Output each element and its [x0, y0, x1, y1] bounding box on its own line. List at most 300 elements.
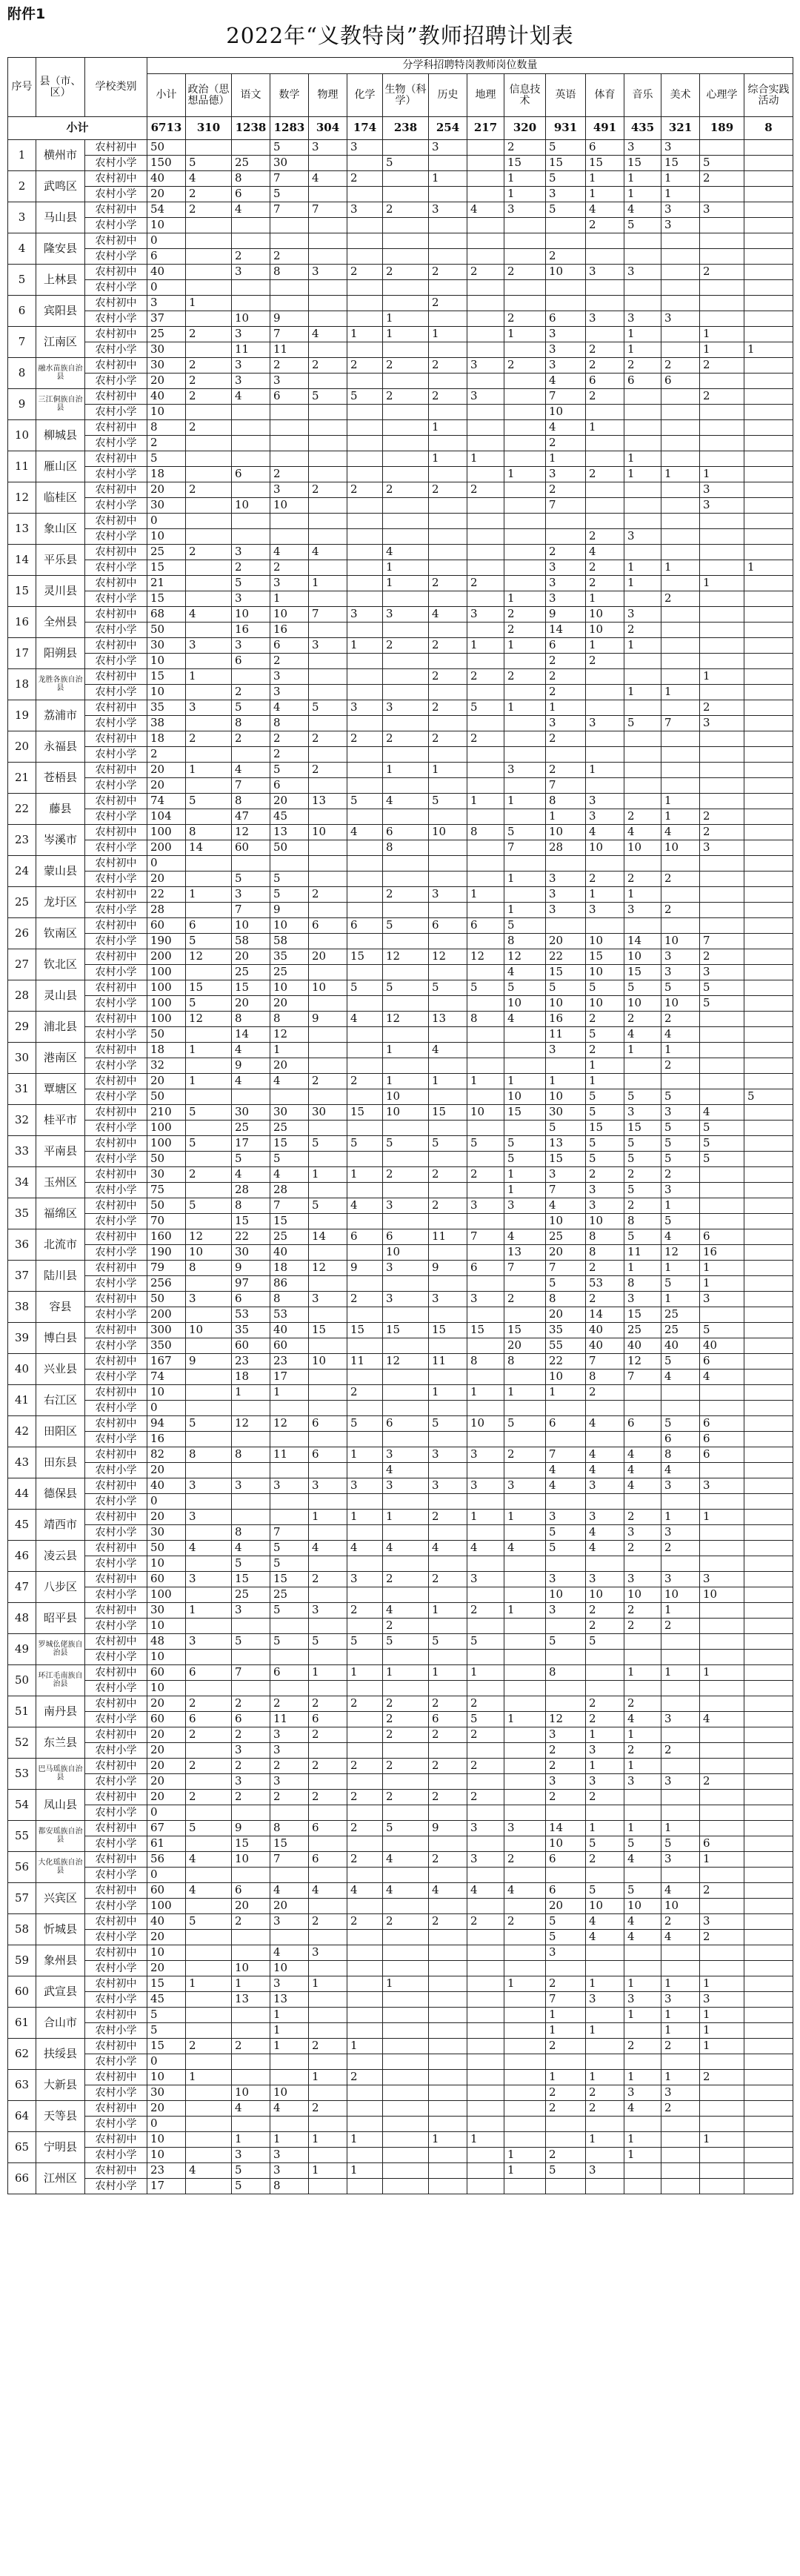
table-row — [8, 887, 793, 903]
quota-cell: 21 — [147, 576, 186, 591]
quota-cell — [186, 249, 232, 265]
quota-cell: 3 — [232, 887, 270, 903]
quota-cell — [467, 1307, 504, 1323]
quota-cell: 4 — [661, 1463, 700, 1478]
quota-cell: 40 — [147, 389, 186, 405]
quota-cell — [744, 1930, 793, 1945]
table-row — [8, 1370, 793, 1385]
quota-cell: 6 — [347, 918, 383, 934]
quota-cell: 2 — [700, 809, 744, 825]
quota-cell — [744, 1276, 793, 1292]
quota-cell — [744, 980, 793, 996]
quota-cell — [624, 2179, 661, 2194]
quota-cell — [744, 156, 793, 171]
quota-cell — [624, 280, 661, 296]
table-row — [8, 1541, 793, 1556]
quota-cell: 5 — [467, 1634, 504, 1650]
table-row — [8, 1510, 793, 1525]
quota-cell: 2 — [467, 265, 504, 280]
table-row — [8, 1292, 793, 1307]
quota-cell: 4 — [232, 763, 270, 778]
quota-cell: 10 — [546, 1089, 586, 1105]
quota-cell: 2 — [467, 1790, 504, 1805]
quota-cell: 5 — [232, 2163, 270, 2179]
quota-cell — [504, 716, 546, 731]
quota-cell — [586, 296, 624, 311]
quota-cell: 2 — [586, 1696, 624, 1712]
quota-cell — [347, 576, 383, 591]
quota-cell: 10 — [147, 685, 186, 700]
quota-cell: 10 — [467, 1416, 504, 1432]
quota-cell — [467, 840, 504, 856]
annex-label: 附件1 — [7, 6, 46, 22]
quota-cell — [467, 2148, 504, 2163]
quota-cell — [429, 405, 467, 420]
quota-cell — [347, 872, 383, 887]
quota-cell: 3 — [232, 265, 270, 280]
quota-cell — [504, 1759, 546, 1774]
header-subject: 心理学 — [700, 74, 744, 117]
quota-cell — [309, 1556, 347, 1572]
quota-cell: 5 — [232, 1556, 270, 1572]
quota-cell — [186, 965, 232, 980]
quota-cell: 4 — [270, 1167, 309, 1183]
quota-cell — [347, 1401, 383, 1416]
quota-cell — [347, 1307, 383, 1323]
quota-cell: 8 — [270, 2179, 309, 2194]
quota-cell: 1 — [467, 1385, 504, 1401]
quota-cell: 15 — [661, 156, 700, 171]
quota-cell — [744, 405, 793, 420]
quota-cell: 2 — [429, 1198, 467, 1214]
quota-cell: 7 — [270, 327, 309, 342]
quota-cell — [744, 2023, 793, 2039]
quota-cell: 2 — [467, 1727, 504, 1743]
quota-cell: 15 — [429, 1105, 467, 1121]
quota-cell — [186, 1385, 232, 1401]
quota-cell: 4 — [429, 1883, 467, 1899]
quota-cell — [186, 1587, 232, 1603]
quota-cell — [744, 1914, 793, 1930]
quota-cell — [546, 514, 586, 529]
quota-cell — [586, 731, 624, 747]
quota-cell: 2 — [429, 576, 467, 591]
quota-cell — [429, 623, 467, 638]
quota-cell: 2 — [586, 1619, 624, 1634]
quota-cell — [546, 1556, 586, 1572]
quota-cell — [624, 514, 661, 529]
quota-cell: 8 — [186, 1261, 232, 1276]
quota-cell — [661, 327, 700, 342]
quota-cell: 11 — [429, 1229, 467, 1245]
quota-cell: 3 — [467, 1572, 504, 1587]
quota-cell: 3 — [624, 1105, 661, 1121]
quota-cell — [347, 2117, 383, 2132]
quota-cell: 2 — [700, 1883, 744, 1899]
quota-cell — [347, 311, 383, 327]
quota-cell: 1 — [586, 1821, 624, 1836]
quota-cell — [661, 747, 700, 763]
quota-cell — [383, 420, 429, 436]
quota-cell: 3 — [661, 1852, 700, 1868]
quota-cell: 11 — [546, 1027, 586, 1043]
quota-cell — [744, 467, 793, 482]
quota-cell: 3 — [546, 1167, 586, 1183]
quota-cell: 200 — [147, 949, 186, 965]
quota-cell: 4 — [429, 1043, 467, 1058]
quota-cell — [744, 1510, 793, 1525]
row-number: 59 — [8, 1945, 36, 1976]
quota-cell: 6 — [661, 1432, 700, 1447]
school-type: 农村初中 — [85, 1883, 147, 1899]
header-subject: 生物（科学） — [383, 74, 429, 117]
quota-cell — [624, 233, 661, 249]
quota-cell: 1 — [383, 1510, 429, 1525]
quota-cell: 13 — [309, 794, 347, 809]
quota-cell — [744, 1167, 793, 1183]
quota-cell: 2 — [383, 202, 429, 218]
quota-cell — [504, 731, 546, 747]
quota-cell — [624, 1961, 661, 1976]
quota-cell: 1 — [504, 1074, 546, 1089]
quota-cell: 5 — [186, 156, 232, 171]
table-row — [8, 1494, 793, 1510]
quota-cell — [700, 2163, 744, 2179]
quota-cell — [467, 1463, 504, 1478]
quota-cell — [383, 342, 429, 358]
quota-cell: 4 — [270, 2101, 309, 2117]
quota-cell — [504, 887, 546, 903]
quota-cell — [744, 2054, 793, 2070]
quota-cell: 10 — [232, 498, 270, 514]
quota-cell: 5 — [186, 996, 232, 1012]
quota-cell: 4 — [624, 1930, 661, 1945]
quota-cell: 3 — [586, 311, 624, 327]
quota-cell — [467, 1899, 504, 1914]
quota-cell: 1 — [661, 1510, 700, 1525]
quota-cell — [467, 1836, 504, 1852]
quota-cell: 5 — [232, 2179, 270, 2194]
quota-cell — [429, 1587, 467, 1603]
quota-cell: 38 — [147, 716, 186, 731]
quota-cell: 3 — [383, 700, 429, 716]
quota-cell — [467, 685, 504, 700]
quota-cell: 1 — [429, 1603, 467, 1619]
quota-cell — [700, 1961, 744, 1976]
quota-cell — [232, 1494, 270, 1510]
quota-cell: 1 — [661, 560, 700, 576]
quota-cell — [186, 856, 232, 872]
quota-cell — [186, 778, 232, 794]
quota-cell: 2 — [309, 358, 347, 374]
quota-cell — [429, 1338, 467, 1354]
quota-cell: 2 — [586, 1385, 624, 1401]
quota-cell — [661, 1805, 700, 1821]
quota-cell: 3 — [309, 1945, 347, 1961]
quota-cell — [186, 265, 232, 280]
table-row — [8, 1198, 793, 1214]
quota-cell: 5 — [624, 1883, 661, 1899]
table-row — [8, 856, 793, 872]
quota-cell: 20 — [232, 1899, 270, 1914]
table-row — [8, 311, 793, 327]
quota-cell: 2 — [383, 1167, 429, 1183]
quota-cell — [624, 1868, 661, 1883]
county-name: 横州市 — [36, 140, 85, 171]
quota-cell: 6 — [700, 1836, 744, 1852]
table-row — [8, 576, 793, 591]
table-row — [8, 700, 793, 716]
quota-cell: 10 — [186, 1323, 232, 1338]
quota-cell: 2 — [700, 171, 744, 187]
quota-cell: 6 — [309, 918, 347, 934]
quota-cell: 74 — [147, 794, 186, 809]
quota-cell — [504, 1899, 546, 1914]
school-type: 农村初中 — [85, 1229, 147, 1245]
quota-cell: 10 — [232, 1852, 270, 1868]
quota-cell — [744, 778, 793, 794]
quota-cell: 8 — [546, 794, 586, 809]
quota-cell: 10 — [624, 840, 661, 856]
quota-cell: 2 — [504, 1292, 546, 1307]
table-row — [8, 374, 793, 389]
quota-cell: 4 — [347, 1541, 383, 1556]
quota-cell — [624, 2163, 661, 2179]
quota-cell: 1 — [624, 467, 661, 482]
quota-cell: 20 — [147, 1074, 186, 1089]
quota-cell: 10 — [186, 1245, 232, 1261]
quota-cell — [624, 1945, 661, 1961]
quota-cell: 10 — [586, 607, 624, 623]
quota-cell: 4 — [270, 545, 309, 560]
row-number: 53 — [8, 1759, 36, 1790]
row-number: 48 — [8, 1603, 36, 1634]
quota-cell — [744, 591, 793, 607]
quota-cell: 2 — [661, 1058, 700, 1074]
quota-cell — [383, 1525, 429, 1541]
quota-cell — [624, 1634, 661, 1650]
quota-cell — [186, 1945, 232, 1961]
quota-cell — [309, 342, 347, 358]
school-type: 农村初中 — [85, 576, 147, 591]
quota-cell — [700, 1805, 744, 1821]
quota-cell: 4 — [186, 607, 232, 623]
quota-cell: 1 — [504, 187, 546, 202]
quota-cell: 10 — [586, 1899, 624, 1914]
quota-cell: 2 — [429, 1759, 467, 1774]
quota-cell: 25 — [270, 1587, 309, 1603]
quota-cell — [504, 2054, 546, 2070]
quota-cell — [383, 872, 429, 887]
school-type: 农村小学 — [85, 1774, 147, 1790]
school-type: 农村初中 — [85, 1074, 147, 1089]
row-number: 30 — [8, 1043, 36, 1074]
quota-cell: 15 — [147, 2039, 186, 2054]
table-row — [8, 654, 793, 669]
quota-cell: 2 — [661, 1167, 700, 1183]
quota-cell: 4 — [661, 1027, 700, 1043]
quota-cell — [624, 856, 661, 872]
quota-cell: 2 — [186, 202, 232, 218]
quota-cell: 2 — [429, 358, 467, 374]
quota-cell: 0 — [147, 1805, 186, 1821]
quota-cell — [700, 1214, 744, 1229]
quota-cell: 2 — [309, 1759, 347, 1774]
quota-cell — [232, 405, 270, 420]
quota-cell: 1 — [383, 560, 429, 576]
quota-cell: 14 — [186, 840, 232, 856]
header-subject: 音乐 — [624, 74, 661, 117]
quota-cell: 22 — [147, 887, 186, 903]
quota-cell — [429, 872, 467, 887]
quota-cell: 2 — [347, 1603, 383, 1619]
quota-cell — [504, 498, 546, 514]
quota-cell — [429, 1619, 467, 1634]
row-number: 34 — [8, 1167, 36, 1198]
quota-cell: 2 — [586, 342, 624, 358]
school-type: 农村小学 — [85, 934, 147, 949]
quota-cell — [347, 280, 383, 296]
quota-cell: 14 — [232, 1027, 270, 1043]
quota-cell — [546, 1058, 586, 1074]
quota-cell — [700, 1525, 744, 1541]
quota-cell — [467, 1043, 504, 1058]
quota-cell: 3 — [383, 1478, 429, 1494]
quota-cell: 7 — [546, 1992, 586, 2008]
quota-cell — [744, 623, 793, 638]
quota-cell — [504, 514, 546, 529]
quota-cell — [546, 1650, 586, 1665]
school-type: 农村小学 — [85, 1463, 147, 1478]
quota-cell: 17 — [270, 1370, 309, 1385]
school-type: 农村小学 — [85, 1214, 147, 1229]
county-name: 博白县 — [36, 1323, 85, 1354]
school-type: 农村小学 — [85, 1556, 147, 1572]
quota-cell — [429, 233, 467, 249]
quota-cell: 2 — [546, 2101, 586, 2117]
quota-cell — [467, 156, 504, 171]
quota-cell: 8 — [270, 1012, 309, 1027]
quota-cell: 22 — [546, 949, 586, 965]
subtotal-cell: 320 — [504, 117, 546, 140]
quota-cell: 10 — [586, 1587, 624, 1603]
quota-cell — [744, 514, 793, 529]
school-type: 农村小学 — [85, 498, 147, 514]
quota-cell: 10 — [232, 1961, 270, 1976]
quota-cell — [467, 342, 504, 358]
quota-cell — [429, 2054, 467, 2070]
quota-cell: 5 — [429, 1416, 467, 1432]
school-type: 农村初中 — [85, 1323, 147, 1338]
quota-cell — [429, 514, 467, 529]
quota-cell: 2 — [383, 887, 429, 903]
recruitment-plan-table — [7, 57, 793, 2194]
quota-cell: 5 — [586, 1883, 624, 1899]
quota-cell — [232, 296, 270, 311]
quota-cell: 15 — [624, 156, 661, 171]
quota-cell — [744, 1401, 793, 1416]
county-name: 雁山区 — [36, 451, 85, 482]
table-row — [8, 1463, 793, 1478]
quota-cell — [467, 716, 504, 731]
quota-cell — [347, 747, 383, 763]
quota-cell — [232, 856, 270, 872]
quota-cell: 20 — [546, 934, 586, 949]
quota-cell — [661, 389, 700, 405]
quota-cell — [586, 1432, 624, 1447]
table-row — [8, 1805, 793, 1821]
quota-cell — [309, 218, 347, 233]
quota-cell — [504, 1058, 546, 1074]
school-type: 农村初中 — [85, 296, 147, 311]
quota-cell: 5 — [661, 980, 700, 996]
quota-cell: 1 — [624, 560, 661, 576]
quota-cell: 86 — [270, 1276, 309, 1292]
quota-cell — [700, 1899, 744, 1914]
quota-cell: 9 — [232, 1821, 270, 1836]
quota-cell — [700, 1401, 744, 1416]
quota-cell — [347, 1121, 383, 1136]
school-type: 农村小学 — [85, 1650, 147, 1665]
quota-cell — [347, 296, 383, 311]
table-row — [8, 1105, 793, 1121]
quota-cell — [383, 2132, 429, 2148]
quota-cell: 3 — [232, 358, 270, 374]
quota-cell: 2 — [270, 1790, 309, 1805]
school-type: 农村小学 — [85, 1930, 147, 1945]
quota-cell — [744, 202, 793, 218]
row-number: 51 — [8, 1696, 36, 1727]
quota-cell: 4 — [309, 1541, 347, 1556]
quota-cell — [270, 280, 309, 296]
quota-cell: 5 — [546, 1541, 586, 1556]
quota-cell: 5 — [586, 1136, 624, 1152]
quota-cell — [309, 1245, 347, 1261]
quota-cell: 1 — [586, 638, 624, 654]
quota-cell: 10 — [586, 934, 624, 949]
school-type: 农村初中 — [85, 1167, 147, 1183]
header-subject: 地理 — [467, 74, 504, 117]
quota-cell: 1 — [546, 809, 586, 825]
header-subject: 信息技术 — [504, 74, 546, 117]
quota-cell — [309, 1494, 347, 1510]
quota-cell: 7 — [546, 1261, 586, 1276]
table-row — [8, 934, 793, 949]
quota-cell — [429, 1868, 467, 1883]
quota-cell: 10 — [147, 2148, 186, 2163]
school-type: 农村小学 — [85, 2179, 147, 2194]
quota-cell: 1 — [467, 2132, 504, 2148]
quota-cell: 3 — [624, 903, 661, 918]
quota-cell: 1 — [504, 327, 546, 342]
quota-cell — [744, 700, 793, 716]
table-row — [8, 685, 793, 700]
quota-cell — [586, 1945, 624, 1961]
quota-cell: 5 — [700, 156, 744, 171]
quota-cell — [504, 1727, 546, 1743]
quota-cell — [744, 327, 793, 342]
quota-cell — [624, 2054, 661, 2070]
quota-cell: 2 — [624, 1510, 661, 1525]
quota-cell — [546, 233, 586, 249]
quota-cell — [744, 1883, 793, 1899]
quota-cell: 2 — [347, 1914, 383, 1930]
quota-cell: 3 — [700, 1992, 744, 2008]
quota-cell — [309, 1525, 347, 1541]
quota-cell: 210 — [147, 1105, 186, 1121]
quota-cell: 25 — [232, 965, 270, 980]
quota-cell: 4 — [467, 1541, 504, 1556]
